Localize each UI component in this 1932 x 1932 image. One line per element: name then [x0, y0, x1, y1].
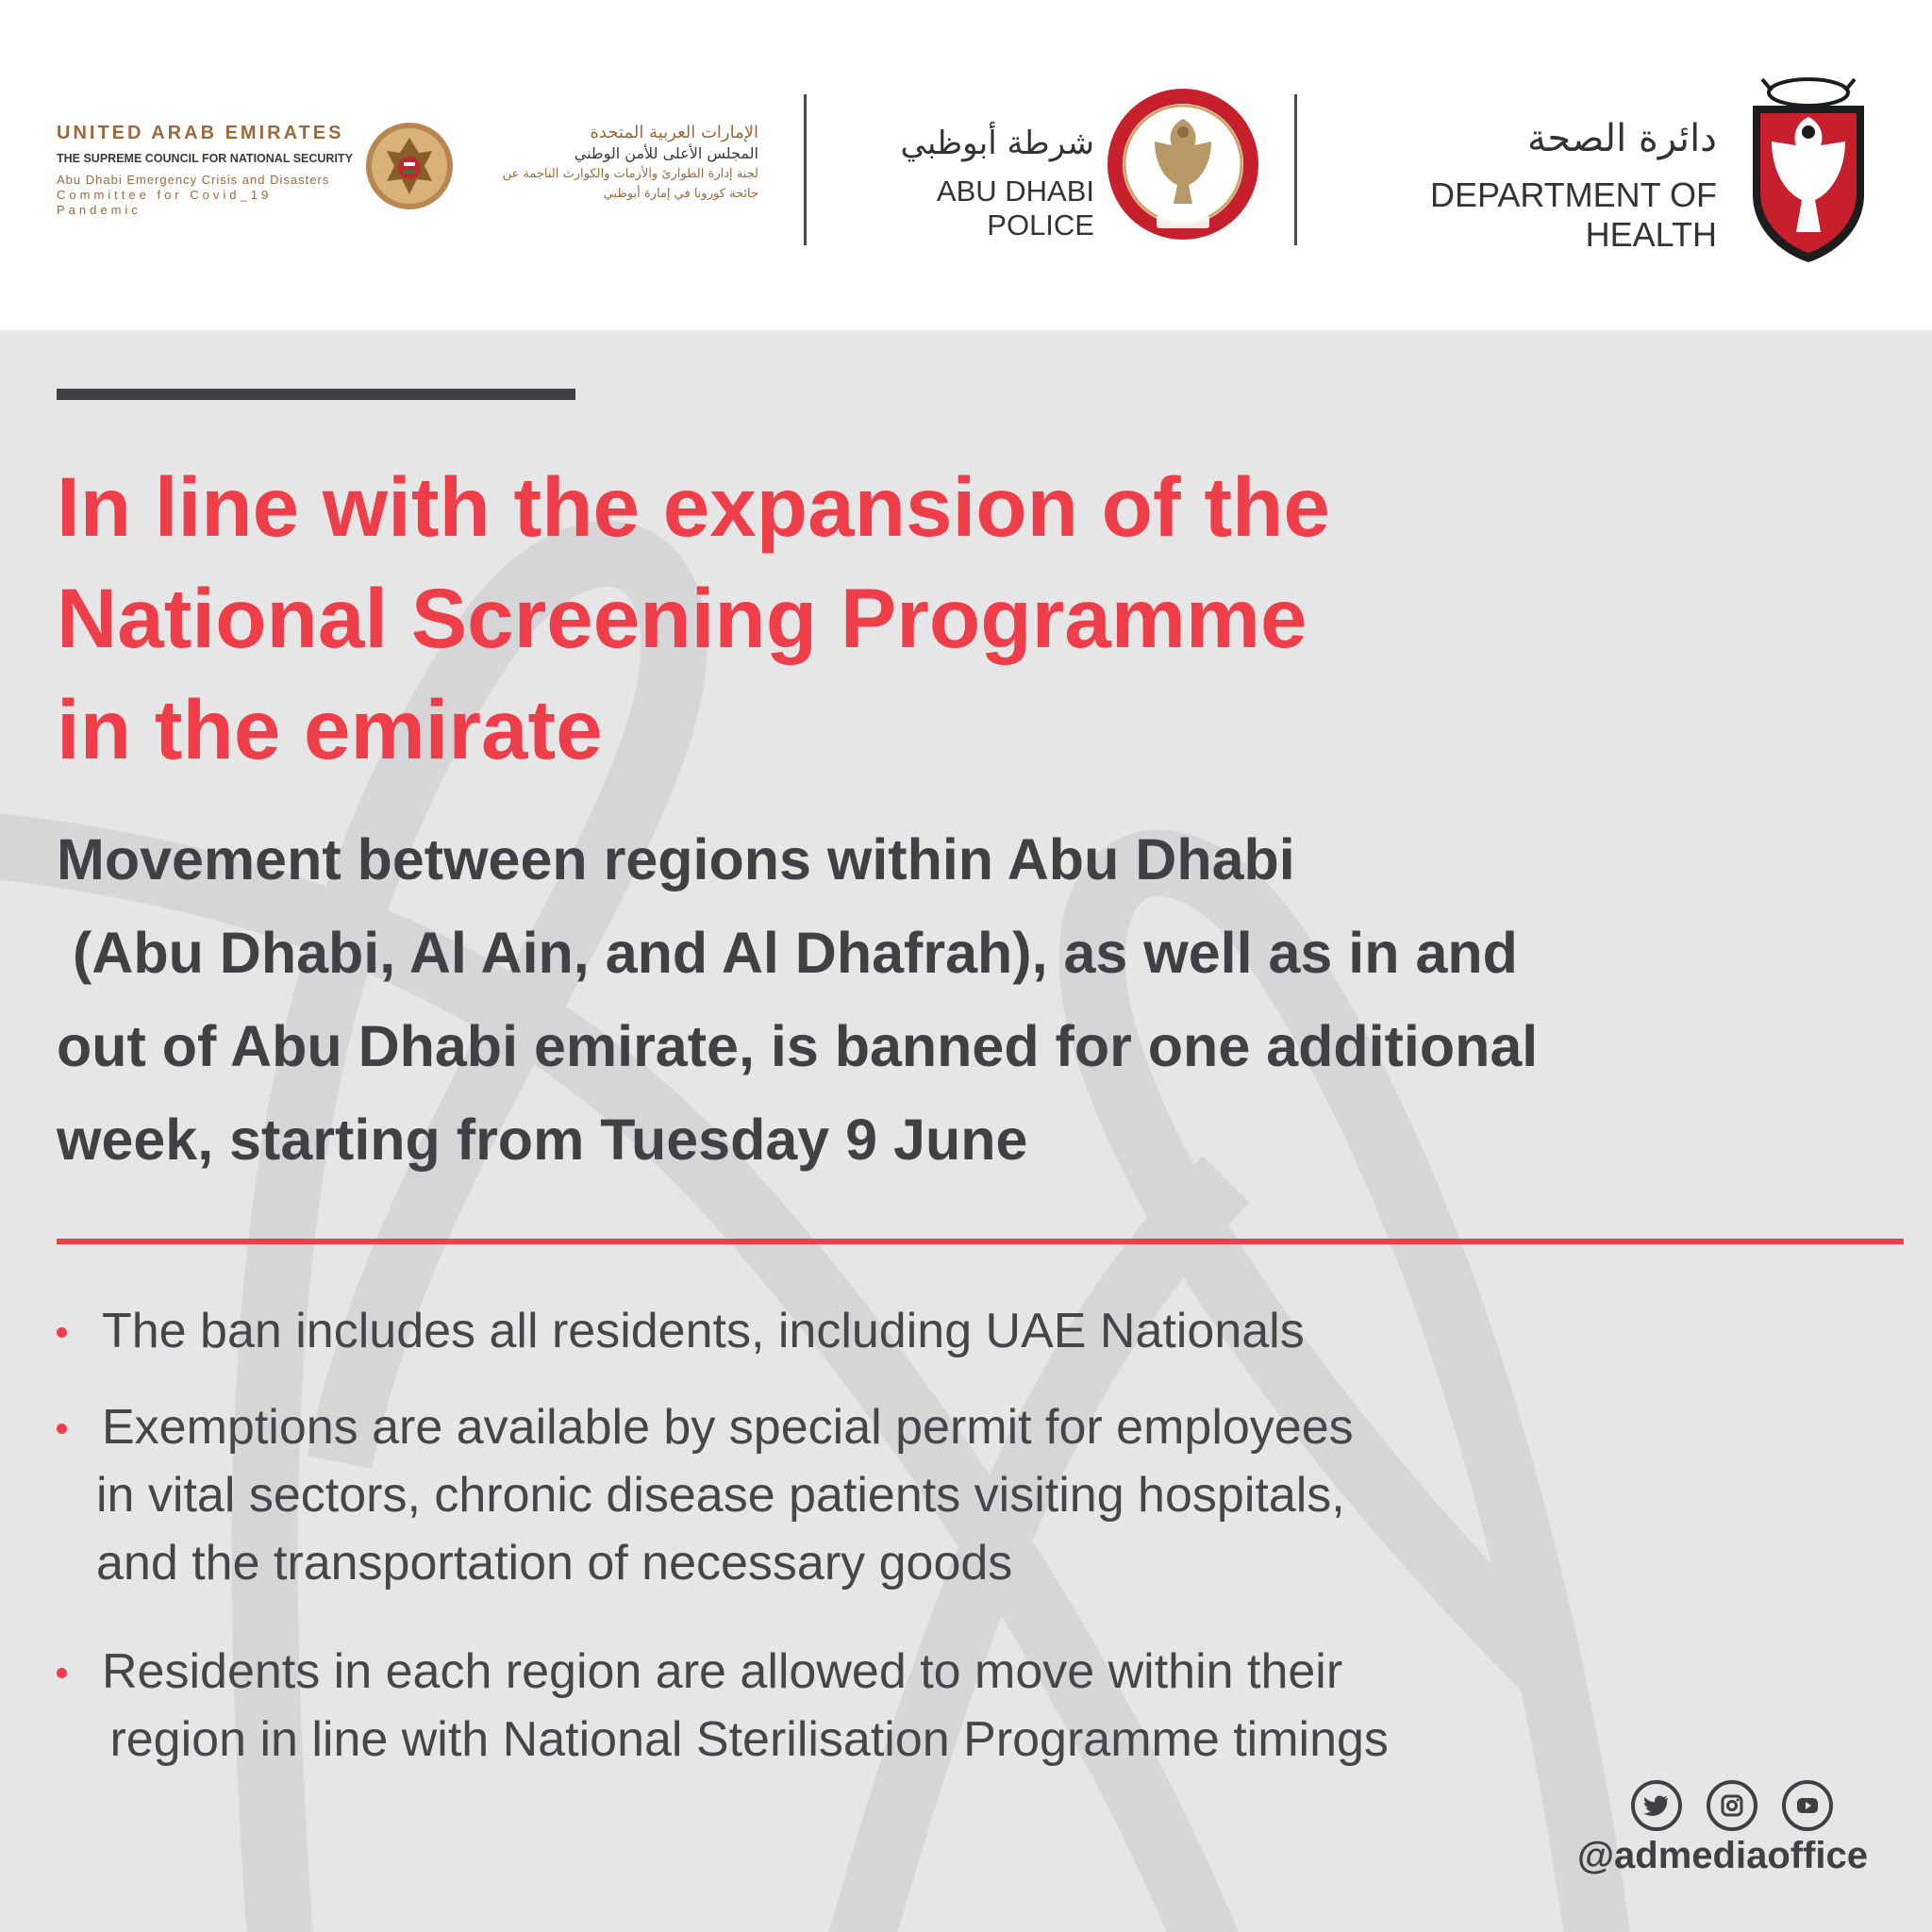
youtube-icon [1794, 1792, 1821, 1819]
bullet-dot-icon [57, 1424, 67, 1434]
top-accent-bar [57, 389, 575, 400]
list-item-text: Residents in each region are allowed to move within their [102, 1644, 1343, 1699]
bullet-dot-icon [57, 1327, 67, 1338]
police-emblem-icon [1106, 87, 1260, 242]
subheadline-line: (Abu Dhabi, Al Ain, and Al Dhafrah), as well as in and [57, 921, 1518, 985]
uae-title: UNITED ARAB EMIRATES [57, 123, 344, 143]
uae-ar-line3: لجنة إدارة الطوارئ والأزمات والكوارث الناجمة عن [502, 167, 758, 181]
police-arabic-name: شرطة أبوظبي [900, 125, 1094, 162]
list-item [57, 1638, 1849, 1774]
header-divider [804, 94, 807, 245]
subheadline-line: week, starting from Tuesday 9 June [57, 1108, 1028, 1172]
uae-committee-name [57, 173, 358, 218]
uae-council-logo-text [57, 123, 358, 218]
uae-ar-line4: جائحة كورونا في إمارة أبوظبي [603, 187, 758, 201]
instagram-link[interactable] [1707, 1780, 1757, 1831]
headline [57, 451, 1849, 785]
headline-line: in the emirate [57, 682, 603, 776]
youtube-link[interactable] [1782, 1780, 1833, 1831]
uae-committee-line1: Abu Dhabi Emergency Crisis and Disasters [57, 173, 330, 187]
main-content [0, 330, 1932, 1932]
subheadline [57, 813, 1906, 1187]
list-item [57, 1393, 1849, 1597]
subheadline-line: out of Abu Dhabi emirate, is banned for one additional [57, 1014, 1539, 1078]
list-item-text: and the transportation of necessary goods [96, 1536, 1013, 1591]
list-item-text: Exemptions are available by special permit for employees [102, 1400, 1354, 1455]
instagram-icon [1719, 1792, 1745, 1819]
doh-arabic-name: دائرة الصحة [1526, 117, 1717, 160]
subheadline-line: Movement between regions within Abu Dhabi [57, 827, 1295, 891]
header-divider [1294, 94, 1297, 245]
uae-committee-line2: Committee for Covid_19 Pandemic [57, 188, 273, 217]
abu-dhabi-emblem-icon [1738, 72, 1879, 264]
police-english-name: ABU DHABI POLICE [936, 175, 1094, 242]
list-item-text: The ban includes all residents, including UAE Nationals [102, 1304, 1305, 1358]
uae-ar-line1: الإمارات العربية المتحدة [590, 123, 758, 142]
list-item-text: in vital sectors, chronic disease patients visiting hospitals, [96, 1468, 1345, 1523]
uae-council-name: THE SUPREME COUNCIL FOR NATIONAL SECURITY [57, 152, 353, 165]
bullet-dot-icon [57, 1668, 67, 1678]
header [0, 0, 1932, 330]
list-item-text: region in line with National Sterilisation Programme timings [96, 1712, 1389, 1767]
headline-line: In line with the expansion of the [57, 459, 1330, 554]
list-item [57, 1297, 1849, 1365]
section-divider [57, 1239, 1904, 1244]
social-handle[interactable]: @admediaoffice [1577, 1835, 1868, 1876]
twitter-icon [1643, 1792, 1670, 1819]
headline-line: National Screening Programme [57, 571, 1307, 665]
uae-ar-line2: المجلس الأعلى للأمن الوطني [574, 144, 758, 162]
doh-english-name: DEPARTMENT OF HEALTH [1429, 175, 1717, 254]
uae-emblem-icon [364, 121, 455, 211]
uae-arabic-text [460, 123, 758, 202]
twitter-link[interactable] [1631, 1780, 1682, 1831]
